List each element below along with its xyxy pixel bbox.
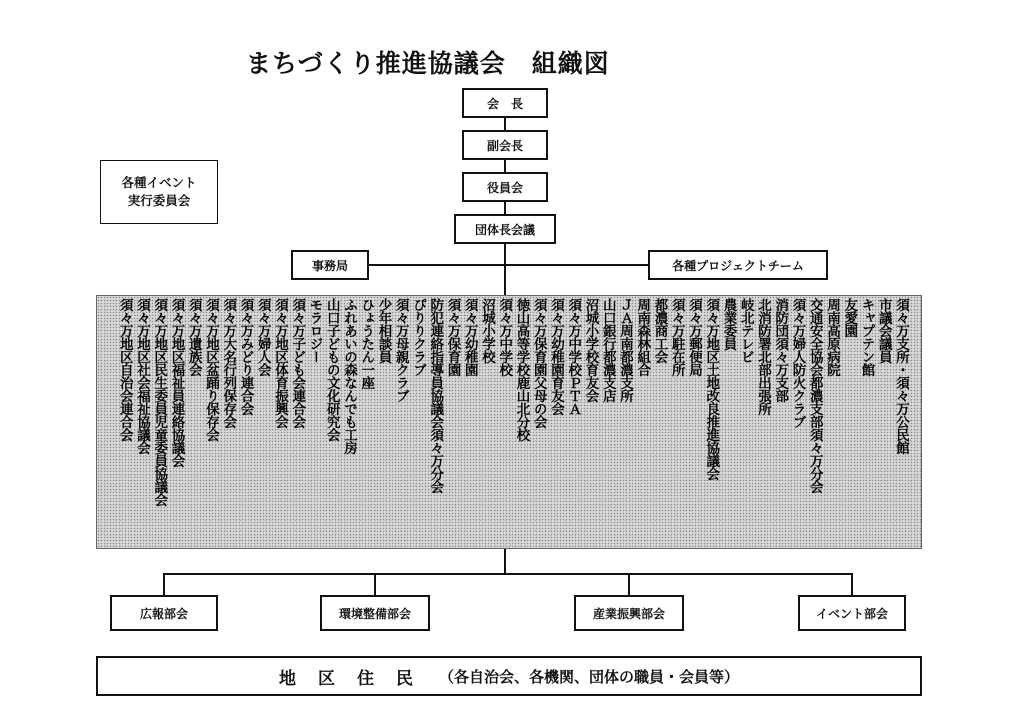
connector-line — [504, 244, 506, 295]
member-organization: ひょうたん一座 — [358, 298, 375, 389]
member-organization: 須々万郵便局 — [686, 298, 702, 376]
member-organization: 須々万保育園父母の会 — [530, 298, 547, 428]
member-organization: 須々万地区自治会連合会 — [116, 298, 133, 441]
residents-label: 地区住民 — [278, 668, 435, 689]
member-organization: 友愛園 — [841, 298, 858, 337]
member-organization: 須々万地区土地改良推進協議会 — [703, 298, 720, 480]
member-organization: 防犯連絡指導員協議会須々万分会 — [427, 298, 444, 493]
event-committee-box — [100, 160, 218, 224]
member-organization: 須々万地区福祉員連絡協議会 — [168, 298, 185, 467]
project-teams-box: 各種プロジェクトチーム — [648, 250, 828, 280]
member-organization: 須々万地区民生委員児童委員協議会 — [151, 298, 168, 506]
connector-line — [851, 573, 853, 595]
member-organization: 須々万婦人会 — [254, 298, 271, 376]
member-list — [116, 298, 910, 546]
member-organization: 須々万中学校ＰＴＡ — [565, 298, 582, 415]
member-organization: 沼城小学校育友会 — [582, 298, 599, 402]
member-organization: 岐北テレビ — [737, 298, 754, 363]
member-organization: ＪＡ周南都濃支所 — [617, 298, 633, 402]
member-organization: モラロジー — [306, 298, 323, 363]
member-organization: 北消防署北部出張所 — [755, 298, 771, 415]
member-organization: 須々万地区体育振興会 — [272, 298, 288, 428]
connector-line — [504, 160, 506, 172]
connector-line — [163, 573, 165, 595]
connector-line — [504, 549, 506, 573]
member-organization: 交通安全協会都濃支部須々万分会 — [806, 298, 823, 493]
secretariat-box: 事務局 — [291, 250, 369, 280]
department-events: イベント部会 — [798, 595, 906, 631]
group-heads-box: 団体長会議 — [454, 214, 556, 244]
residents-box — [96, 656, 922, 696]
member-organization: 都濃商工会 — [651, 298, 668, 363]
member-organizations-panel — [96, 295, 922, 549]
member-organization: 須々万地区盆踊り保存会 — [203, 298, 219, 441]
member-organization: 須々万遺族会 — [185, 298, 202, 376]
department-industry: 産業振興部会 — [574, 595, 684, 631]
member-organization: 周南森林組合 — [634, 298, 651, 376]
member-organization: ぴりりクラブ — [410, 298, 426, 376]
member-organization: ふれあいの森なんでも工房 — [341, 298, 357, 454]
member-organization: 須々万保育園 — [444, 298, 461, 376]
member-organization: 沼城小学校 — [479, 298, 495, 363]
member-organization: 消防団須々万支部 — [772, 298, 789, 402]
department-environment: 環境整備部会 — [320, 595, 430, 631]
residents-sub-label: （各自治会、各機関、団体の職員・会員等） — [438, 667, 739, 686]
member-organization: 須々万幼稚園育友会 — [548, 298, 564, 415]
member-organization: 徳山高等学校鹿山北分校 — [513, 298, 530, 441]
member-organization: 須々万駐在所 — [668, 298, 685, 376]
officers-box: 役員会 — [462, 172, 548, 202]
member-organization: 須々万大名行列保存会 — [220, 298, 237, 428]
member-organization: 周南高原病院 — [824, 298, 840, 376]
department-pr: 広報部会 — [110, 595, 218, 631]
connector-line — [374, 573, 376, 595]
connector-line — [628, 573, 630, 595]
connector-line — [369, 264, 648, 266]
member-organization: 市議会議員 — [875, 298, 892, 363]
member-organization: 須々万地区社会福祉協議会 — [134, 298, 150, 454]
member-organization: 須々万子ども会連合会 — [289, 298, 306, 428]
connector-line — [504, 202, 506, 214]
member-organization: 須々万支所・須々万公民館 — [893, 298, 909, 454]
member-organization: 須々万母親クラブ — [392, 298, 409, 402]
connector-line — [504, 118, 506, 130]
page-title: まちづくり推進協議会 組織図 — [246, 49, 610, 78]
member-organization: 須々万幼稚園 — [461, 298, 478, 376]
member-organization: 須々万みどり連合会 — [237, 298, 254, 415]
member-organization: 農業委員 — [720, 298, 737, 350]
member-organization: 少年相談員 — [375, 298, 392, 363]
member-organization: 山口銀行都濃支店 — [599, 298, 616, 402]
member-organization: 須々万婦人防火クラブ — [789, 298, 806, 428]
member-organization: キャプテン館 — [858, 298, 875, 376]
vice-chairman-box: 副会長 — [462, 130, 548, 160]
event-committee-line1: 各種イベント — [121, 175, 197, 190]
member-organization: 須々万中学校 — [496, 298, 513, 376]
connector-line — [163, 573, 853, 575]
chairman-box: 会 長 — [462, 88, 548, 118]
member-organization: 山口子どもの文化研究会 — [323, 298, 340, 441]
event-committee-line2: 実行委員会 — [127, 193, 191, 208]
